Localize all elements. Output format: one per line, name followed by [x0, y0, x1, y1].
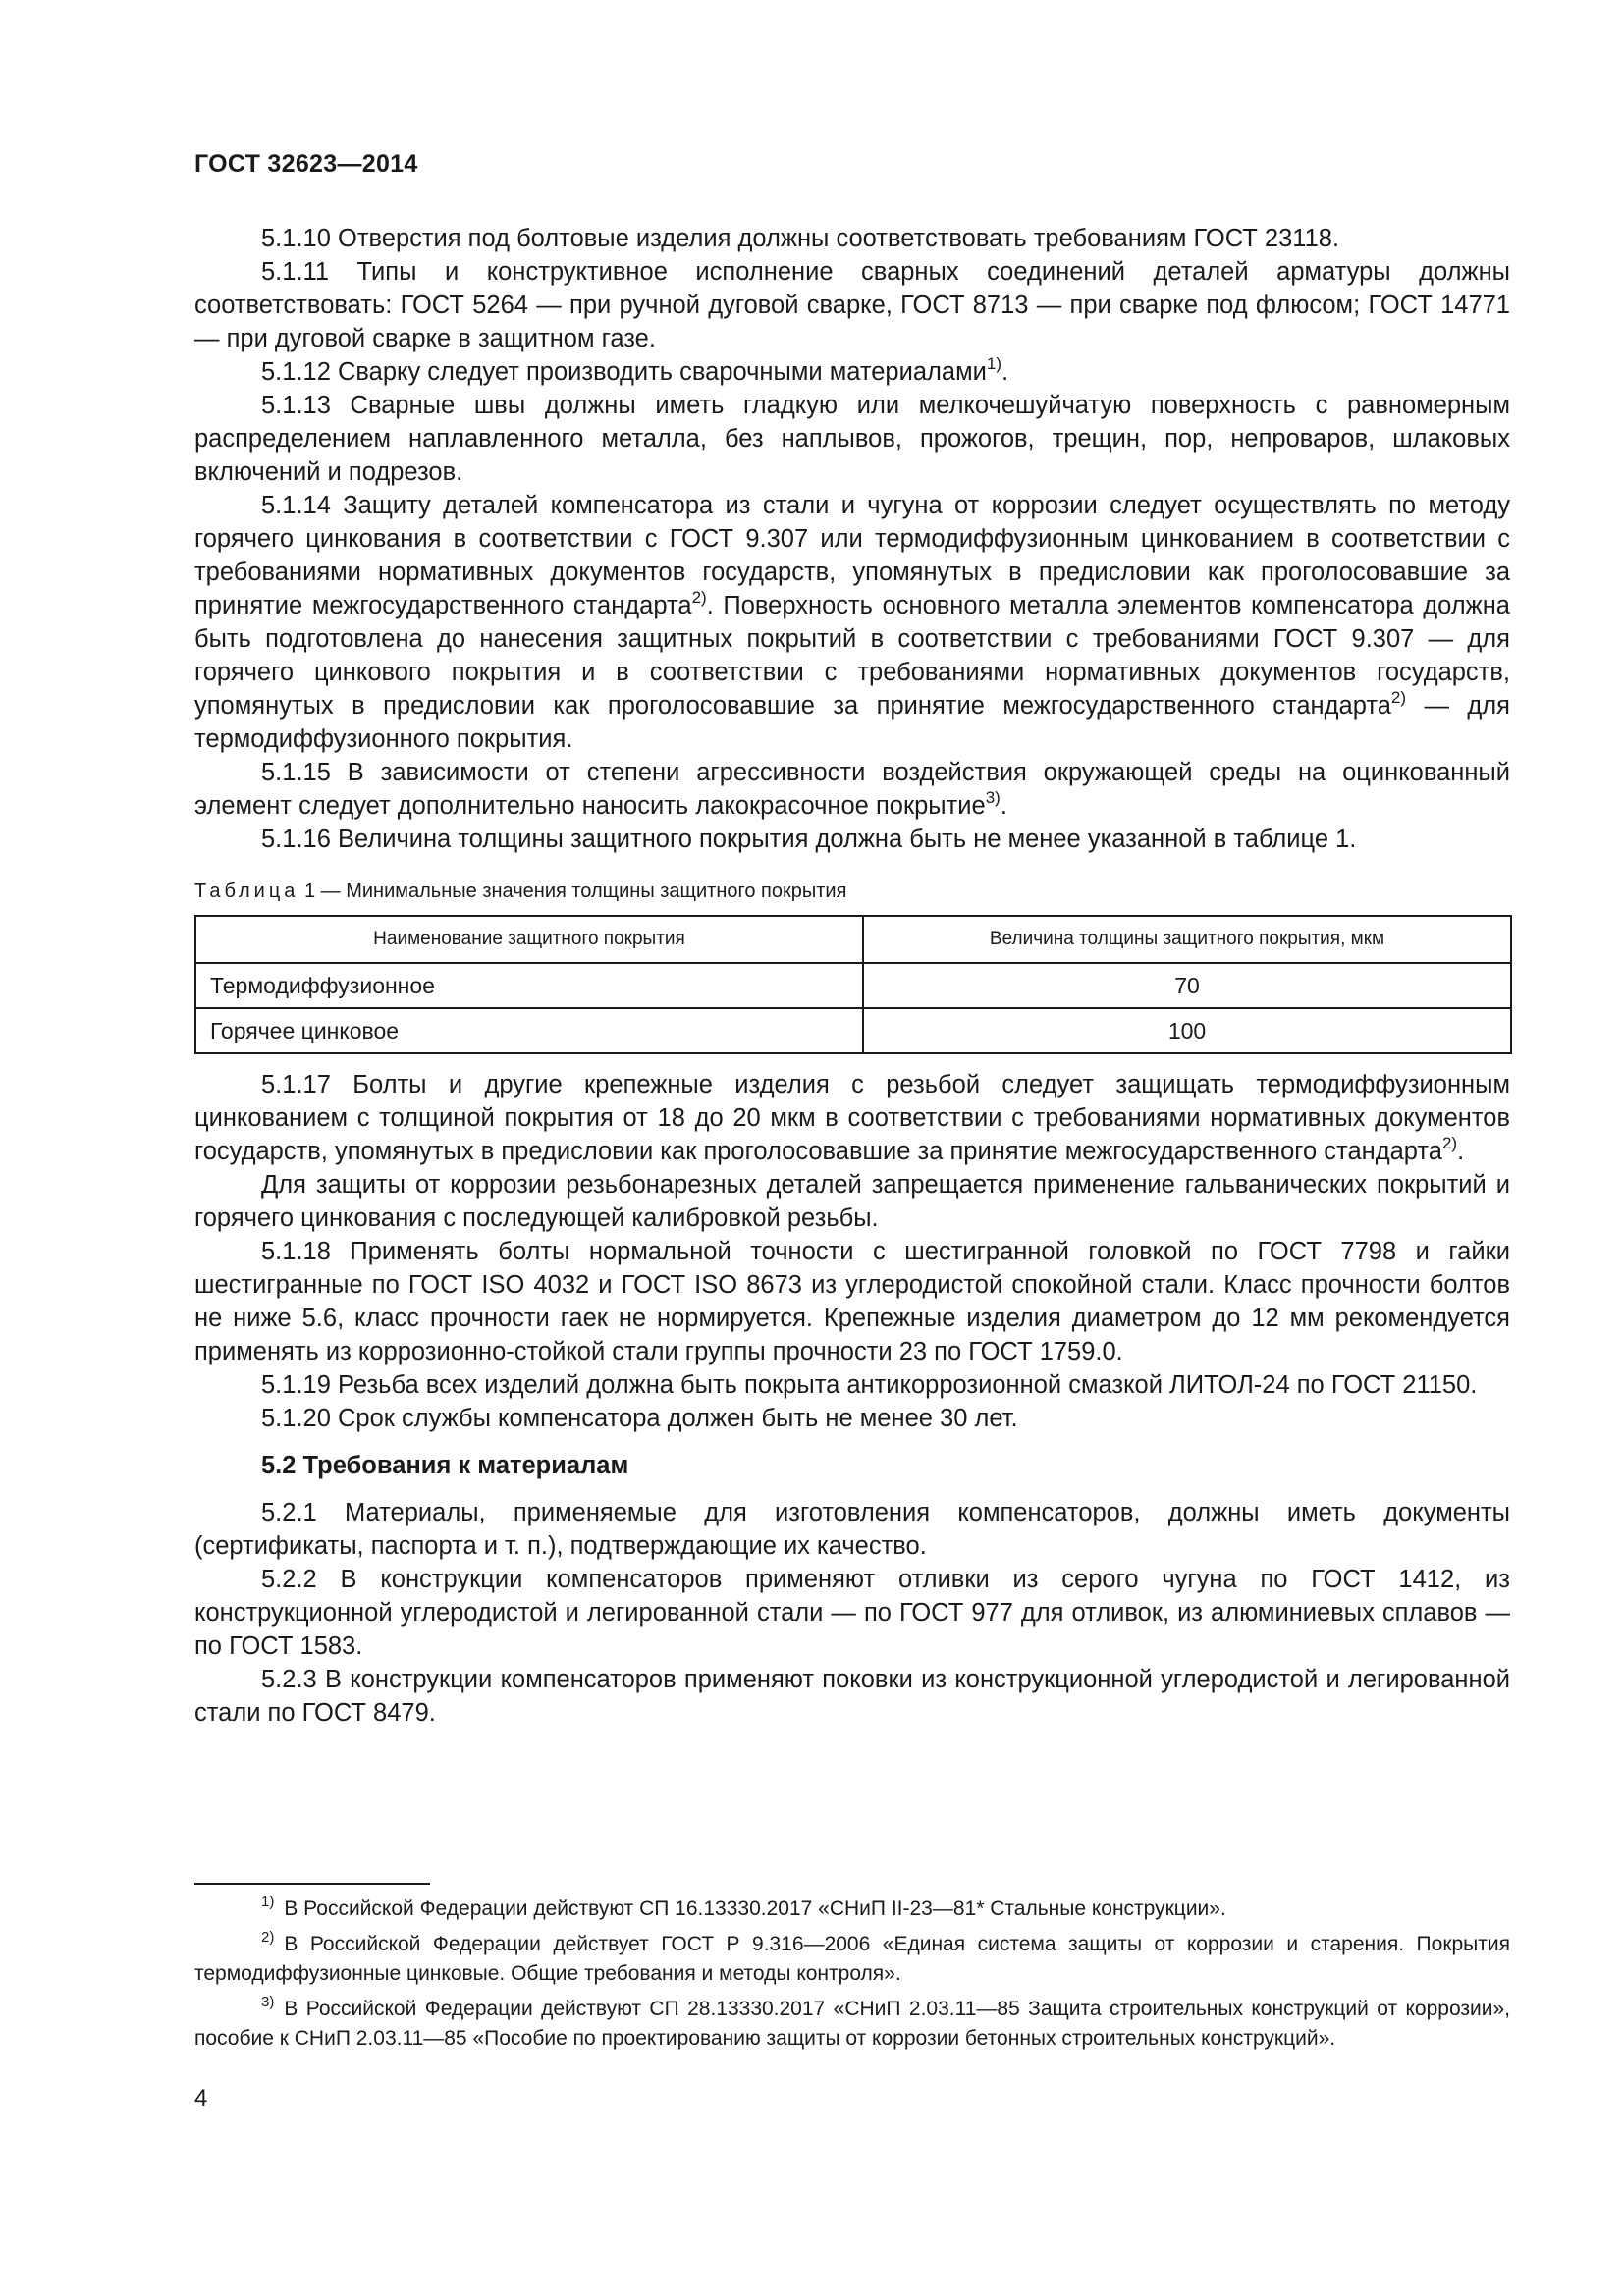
paragraph-5-1-16: 5.1.16 Величина толщины защитного покрытия должна быть не менее указанной в таблице 1.: [261, 826, 1357, 853]
paragraph-5-1-19: 5.1.19 Резьба всех изделий должна быть покрыта антикоррозионной смазкой ЛИТОЛ-24 по ГОСТ 21150.: [261, 1371, 1478, 1399]
footnote-ref[interactable]: 2): [691, 588, 707, 607]
table-header-cell: Наименование защитного покрытия: [195, 916, 863, 963]
footnote-2: $^{2)}$ В Российской Федерации действует ГОСТ Р 9.316—2006 «Единая система защиты от коррозии и старения. Покрытия термодиффузионные цинковые. Общие требования и методы контроля».: [194, 1929, 1510, 1985]
table-cell-name: Горячее цинковое: [195, 1008, 863, 1053]
footnote-mark: 3): [261, 1994, 275, 2010]
footnote-mark: 1): [261, 1894, 275, 1910]
paragraph-5-1-10: 5.1.10 Отверстия под болтовые изделия должны соответствовать требованиям ГОСТ 23118.: [261, 225, 1340, 252]
paragraph-5-1-17: 5.1.17 Болты и другие крепежные изделия с резьбой следует защищать термодиффузионным цинкованием с толщиной покрытия от 18 до 20 мкм в соответствии с требованиями нормативных документов государств, упомянутых в предисловии как проголосовавшие за принятие межгосударственного стандарта$^{2)}$.: [194, 1071, 1510, 1165]
footnote-ref[interactable]: 2): [1441, 1134, 1458, 1152]
paragraph-5-1-15: 5.1.15 В зависимости от степени агрессивности воздействия окружающей среды на оцинкованный элемент следует дополнительно наносить лакокрасочное покрытие$^{3)}$.: [194, 759, 1510, 820]
footnote-divider: [194, 1883, 430, 1885]
document-header: ГОСТ 32623—2014: [194, 150, 418, 178]
table-cell-name: Термодиффузионное: [195, 963, 863, 1008]
paragraph-5-1-11: 5.1.11 Типы и конструктивное исполнение сварных соединений деталей арматуры должны соответствовать: ГОСТ 5264 — при ручной дуговой сварке, ГОСТ 8713 — при сварке под флюсом; ГОСТ 14771 — при дуговой сварке в защитном газе.: [194, 258, 1510, 352]
page-number: 4: [194, 2085, 208, 2111]
table-cell-value: 70: [863, 963, 1511, 1008]
footnote-mark: 2): [261, 1929, 275, 1946]
paragraph-5-1-14: 5.1.14 Защиту деталей компенсатора из стали и чугуна от коррозии следует осуществлять по методу горячего цинкования в соответствии с ГОСТ 9.307 или термодиффузионным цинкованием в соответствии с требованиями нормативных документов государств, упомянутых в предисловии как проголосовавшие за принятие межгосударственного стандарта$^{2)}$. Поверхность основного металла элементов компенсатора должна быть подготовлена до нанесения защитных покрытий в соответствии с требованиями ГОСТ 9.307 — для горячего цинкового покрытия и в соответствии с требованиями нормативных документов государств, упомянутых в предисловии как проголосовавшие за принятие межгосударственного стандарта$^{2)}$ — для термодиффузионного покрытия.: [194, 492, 1510, 753]
paragraph-5-2-2: 5.2.2 В конструкции компенсаторов применяют отливки из серого чугуна по ГОСТ 1412, из конструкционной углеродистой и легированной стали — по ГОСТ 977 для отливок, из алюминиевых сплавов — по ГОСТ 1583.: [194, 1566, 1510, 1660]
footnote-ref[interactable]: 3): [985, 788, 1001, 807]
coating-thickness-table: [194, 915, 1512, 1054]
footnote-ref[interactable]: 1): [986, 354, 1002, 373]
footnote-1: $^{1)}$ В Российской Федерации действуют СП 16.13330.2017 «СНиП II-23—81* Стальные конструкции».: [261, 1894, 1226, 1920]
document-body: [194, 222, 1510, 1730]
footnotes: [194, 1883, 1510, 2059]
table-row: [195, 1008, 1511, 1053]
footnote-ref[interactable]: 2): [1390, 688, 1407, 707]
paragraph-5-1-12: 5.1.12 Сварку следует производить сварочными материалами$^{1)}$.: [261, 354, 1009, 386]
paragraph-5-2-1: 5.2.1 Материалы, применяемые для изготовления компенсаторов, должны иметь документы (сертификаты, паспорта и т. п.), подтверждающие их качество.: [194, 1499, 1510, 1560]
table-row: [195, 963, 1511, 1008]
paragraph-5-1-20: 5.1.20 Срок службы компенсатора должен быть не менее 30 лет.: [261, 1405, 1018, 1432]
paragraph-5-2-3: 5.2.3 В конструкции компенсаторов применяют поковки из конструкционной углеродистой и легированной стали по ГОСТ 8479.: [194, 1666, 1510, 1727]
table-header-row: [195, 916, 1511, 963]
section-title-5-2: 5.2 Требования к материалам: [261, 1452, 629, 1479]
paragraph-5-1-18: 5.1.18 Применять болты нормальной точности с шестигранной головкой по ГОСТ 7798 и гайки шестигранные по ГОСТ ISO 4032 и ГОСТ ISO 8673 из углеродистой спокойной стали. Класс прочности болтов не ниже 5.6, класс прочности гаек не нормируется. Крепежные изделия диаметром до 12 мм рекомендуется применять из коррозионно-стойкой стали группы прочности 23 по ГОСТ 1759.0.: [194, 1238, 1510, 1365]
footnote-3: $^{3)}$ В Российской Федерации действуют СП 28.13330.2017 «СНиП 2.03.11—85 Защита строительных конструкций от коррозии», пособие к СНиП 2.03.11—85 «Пособие по проектированию защиты от коррозии бетонных строительных конструкций».: [194, 1994, 1510, 2050]
table-header-cell: Величина толщины защитного покрытия, мкм: [863, 916, 1511, 963]
table-cell-value: 100: [863, 1008, 1511, 1053]
paragraph-galvanic: Для защиты от коррозии резьбонарезных деталей запрещается применение гальванических покрытий и горячего цинкования с последующей калибровкой резьбы.: [194, 1171, 1510, 1232]
table-caption: Таблица 1 — Минимальные значения толщины защитного покрытия: [194, 881, 847, 902]
paragraph-5-1-13: 5.1.13 Сварные швы должны иметь гладкую или мелкочешуйчатую поверхность с равномерным распределением наплавленного металла, без наплывов, прожогов, трещин, пор, непроваров, шлаковых включений и подрезов.: [194, 392, 1510, 486]
